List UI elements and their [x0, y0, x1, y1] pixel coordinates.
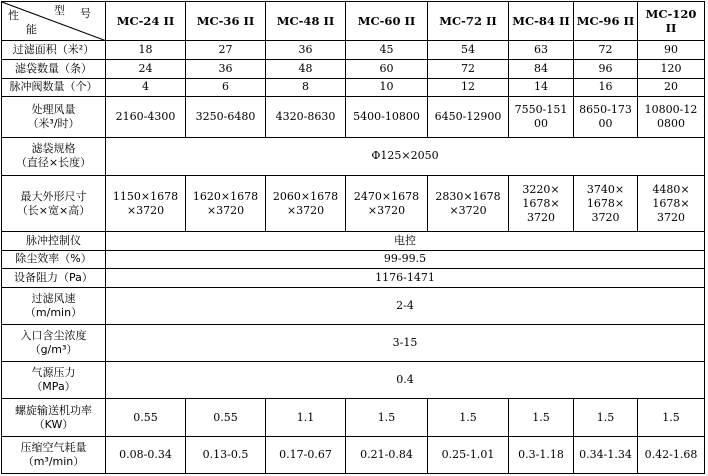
row-label: 脉冲阀数量（个）	[2, 78, 106, 97]
corner-label-spec-2: 能	[26, 23, 37, 36]
value-cell: 36	[266, 41, 346, 60]
value-cell: 1.5	[346, 399, 428, 436]
row-label: 设备阻力（Pa）	[2, 269, 106, 288]
row-label: 气源压力 （MPa）	[2, 362, 106, 399]
table-row	[2, 250, 705, 269]
value-cell: 3740× 1678× 3720	[574, 176, 638, 232]
table-row	[2, 324, 705, 361]
model-header-cell: MC-84 II	[509, 2, 574, 41]
value-cell: 6450-12900	[428, 97, 509, 138]
value-cell: 12	[428, 78, 509, 97]
value-cell: 4320-8630	[266, 97, 346, 138]
value-cell: 4480× 1678× 3720	[638, 176, 705, 232]
row-label: 除尘效率（%）	[2, 250, 106, 269]
value-cell: 1.5	[574, 399, 638, 436]
merged-value-cell: 2-4	[106, 287, 705, 324]
value-cell: 0.17-0.67	[266, 436, 346, 473]
merged-value-cell: 电控	[106, 231, 705, 250]
value-cell: 84	[509, 60, 574, 79]
value-cell: 8	[266, 78, 346, 97]
table-row	[2, 362, 705, 399]
value-cell: 2160-4300	[106, 97, 186, 138]
value-cell: 0.3-1.18	[509, 436, 574, 473]
value-cell: 24	[106, 60, 186, 79]
row-label: 处理风量 （米³/时）	[2, 97, 106, 138]
row-label: 脉冲控制仪	[2, 231, 106, 250]
model-header-cell: MC-120 II	[638, 2, 705, 41]
value-cell: 8650-173 00	[574, 97, 638, 138]
value-cell: 20	[638, 78, 705, 97]
corner-label-model-2: 号	[80, 7, 91, 20]
row-label: 滤袋规格 （直径×长度）	[2, 137, 106, 175]
value-cell: 0.42-1.68	[638, 436, 705, 473]
merged-value-cell: 99-99.5	[106, 250, 705, 269]
value-cell: 27	[186, 41, 266, 60]
table-row	[2, 78, 705, 97]
model-header-cell: MC-72 II	[428, 2, 509, 41]
value-cell: 36	[186, 60, 266, 79]
value-cell: 6	[186, 78, 266, 97]
value-cell: 4	[106, 78, 186, 97]
header-row	[2, 2, 705, 41]
row-label: 过滤风速 （m/min）	[2, 287, 106, 324]
value-cell: 0.55	[106, 399, 186, 436]
value-cell: 54	[428, 41, 509, 60]
table-row	[2, 287, 705, 324]
model-header-cell: MC-24 II	[106, 2, 186, 41]
row-label: 入口含尘浓度 （g/m³）	[2, 324, 106, 361]
spec-table	[1, 1, 705, 474]
value-cell: 2470×1678 ×3720	[346, 176, 428, 232]
merged-value-cell: Φ125×2050	[106, 137, 705, 175]
table-row	[2, 269, 705, 288]
corner-label-spec-1: 性	[8, 9, 19, 22]
value-cell: 96	[574, 60, 638, 79]
merged-value-cell: 0.4	[106, 362, 705, 399]
header-corner-cell	[2, 2, 106, 41]
value-cell: 45	[346, 41, 428, 60]
value-cell: 2830×1678 ×3720	[428, 176, 509, 232]
table-row	[2, 176, 705, 232]
table-body	[2, 2, 705, 474]
value-cell: 2060×1678 ×3720	[266, 176, 346, 232]
model-header-cell: MC-96 II	[574, 2, 638, 41]
merged-value-cell: 1176-1471	[106, 269, 705, 288]
value-cell: 120	[638, 60, 705, 79]
value-cell: 0.55	[186, 399, 266, 436]
model-header-cell: MC-36 II	[186, 2, 266, 41]
corner-label-model-1: 型	[54, 4, 65, 17]
value-cell: 0.25-1.01	[428, 436, 509, 473]
value-cell: 63	[509, 41, 574, 60]
value-cell: 72	[574, 41, 638, 60]
value-cell: 3220× 1678× 3720	[509, 176, 574, 232]
value-cell: 7550-151 00	[509, 97, 574, 138]
value-cell: 90	[638, 41, 705, 60]
model-header-cell: MC-48 II	[266, 2, 346, 41]
value-cell: 1.5	[509, 399, 574, 436]
value-cell: 60	[346, 60, 428, 79]
value-cell: 16	[574, 78, 638, 97]
value-cell: 72	[428, 60, 509, 79]
row-label: 最大外形尺寸 （长×宽×高）	[2, 176, 106, 232]
row-label: 螺旋输送机功率 （KW）	[2, 399, 106, 436]
value-cell: 1620×1678 ×3720	[186, 176, 266, 232]
table-row	[2, 231, 705, 250]
value-cell: 1150×1678 ×3720	[106, 176, 186, 232]
table-row	[2, 137, 705, 175]
value-cell: 1.5	[638, 399, 705, 436]
value-cell: 0.34-1.34	[574, 436, 638, 473]
value-cell: 3250-6480	[186, 97, 266, 138]
value-cell: 0.21-0.84	[346, 436, 428, 473]
merged-value-cell: 3-15	[106, 324, 705, 361]
row-label: 压缩空气耗量 （m³/min）	[2, 436, 106, 473]
value-cell: 10800-12 0800	[638, 97, 705, 138]
value-cell: 0.13-0.5	[186, 436, 266, 473]
value-cell: 1.1	[266, 399, 346, 436]
value-cell: 18	[106, 41, 186, 60]
row-label: 滤袋数量（条）	[2, 60, 106, 79]
model-header-cell: MC-60 II	[346, 2, 428, 41]
value-cell: 0.08-0.34	[106, 436, 186, 473]
row-label: 过滤面积（米²）	[2, 41, 106, 60]
value-cell: 10	[346, 78, 428, 97]
value-cell: 5400-10800	[346, 97, 428, 138]
table-row	[2, 41, 705, 60]
value-cell: 48	[266, 60, 346, 79]
table-row	[2, 97, 705, 138]
table-row	[2, 60, 705, 79]
value-cell: 14	[509, 78, 574, 97]
value-cell: 1.5	[428, 399, 509, 436]
table-row	[2, 436, 705, 473]
table-row	[2, 399, 705, 436]
